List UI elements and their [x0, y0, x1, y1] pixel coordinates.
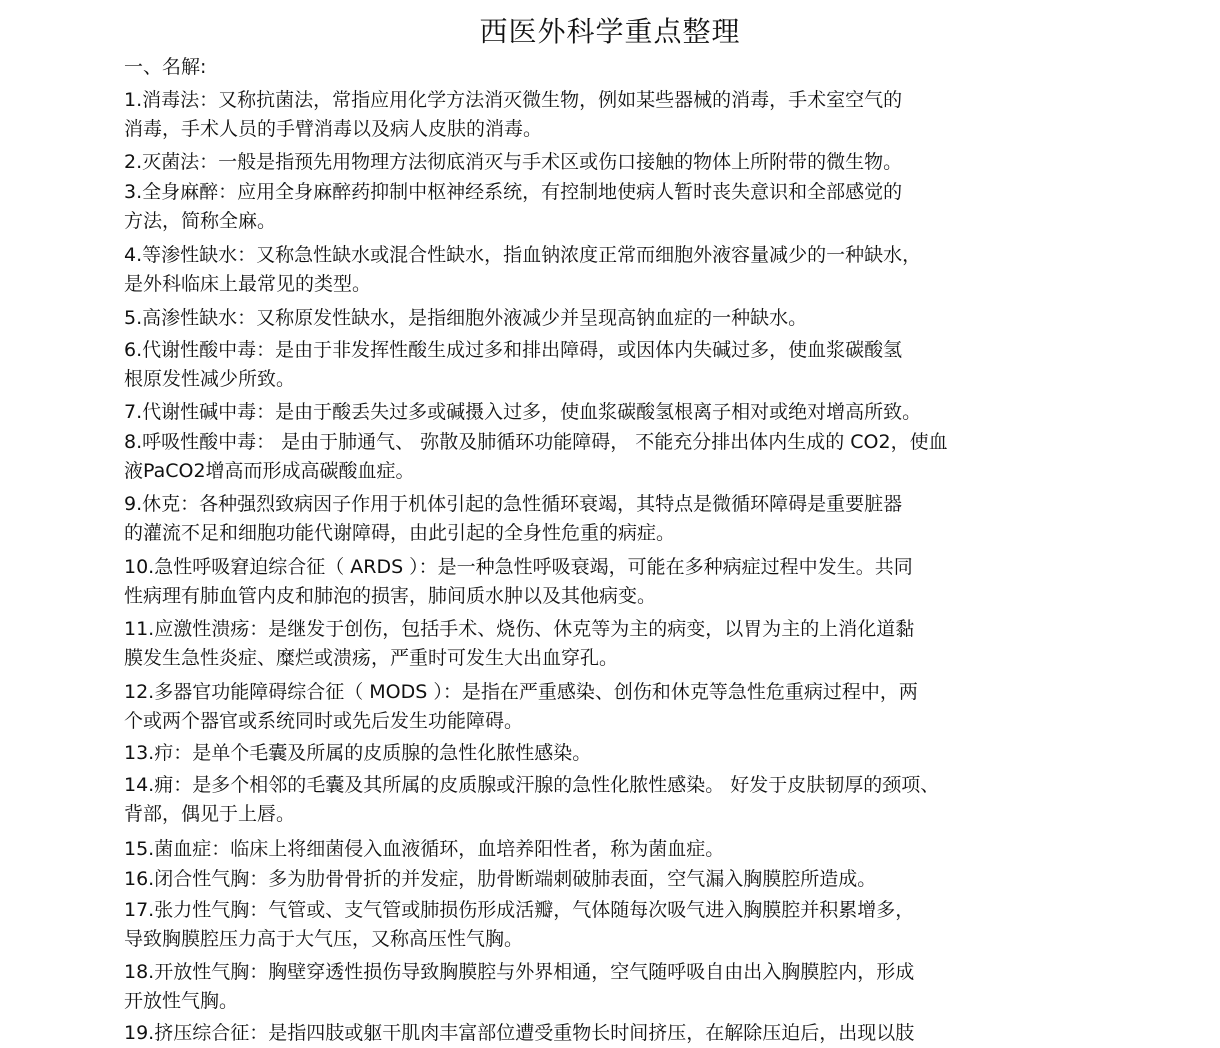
entry-line: 导致胸膜腔压力高于大气压，又称高压性气胸。 [124, 928, 524, 950]
definition-entry [124, 553, 913, 611]
entry-line: 方法，简称全麻。 [124, 210, 277, 232]
entry-line: 2.灭菌法：一般是指预先用物理方法彻底消灭与手术区或伤口接触的物体上所附带的微生物。 [124, 151, 903, 173]
entry-line: 12.多器官功能障碍综合征（ MODS ）：是指在严重感染、创伤和休克等急性危重病过程中，两 [124, 681, 918, 703]
entry-line: 性病理有肺血管内皮和肺泡的损害，肺间质水肿以及其他病变。 [124, 585, 657, 607]
entry-line: 3.全身麻醉：应用全身麻醉药抑制中枢神经系统，有控制地使病人暂时丧失意识和全部感觉的 [124, 181, 903, 203]
entry-line: 13.疖：是单个毛囊及所属的皮质腺的急性化脓性感染。 [124, 742, 592, 764]
entry-line: 4.等渗性缺水：又称急性缺水或混合性缺水，指血钠浓度正常而细胞外液容量减少的一种缺水， [124, 244, 922, 266]
entry-line: 背部，偶见于上唇。 [124, 803, 296, 825]
entry-line: 开放性气胸。 [124, 990, 239, 1012]
definition-entry [124, 86, 902, 144]
section-heading: 一、名解: [124, 56, 207, 78]
entry-line: 个或两个器官或系统同时或先后发生功能障碍。 [124, 710, 524, 732]
entry-line: 9.休克：各种强烈致病因子作用于机体引起的急性循环衰竭，其特点是微循环障碍是重要脏器 [124, 493, 903, 515]
definition-entry [124, 336, 902, 394]
entry-line: 液PaCO2增高而形成高碳酸血症。 [124, 460, 415, 482]
document-title: 西医外科学重点整理 [479, 15, 741, 48]
definition-entry [124, 615, 914, 673]
entry-line: 根原发性减少所致。 [124, 368, 296, 390]
entry-line: 17.张力性气胸：气管或、支气管或肺损伤形成活瓣，气体随每次吸气进入胸膜腔并积累增多， [124, 899, 915, 921]
entry-line: 1.消毒法：又称抗菌法，常指应用化学方法消灭微生物，例如某些器械的消毒，手术室空气的 [124, 89, 903, 111]
definition-entry [124, 739, 591, 768]
definition-entry [124, 678, 918, 736]
definition-entry [124, 304, 807, 333]
definition-entry [124, 241, 921, 299]
entry-line: 消毒，手术人员的手臂消毒以及病人皮肤的消毒。 [124, 118, 543, 140]
entry-line: 是外科临床上最常见的类型。 [124, 273, 372, 295]
definition-entry [124, 428, 948, 486]
entry-line: 14.痈：是多个相邻的毛囊及其所属的皮质腺或汗腺的急性化脓性感染。 好发于皮肤韧厚的颈项、 [124, 774, 940, 796]
entry-line: 8.呼吸性酸中毒： 是由于肺通气、 弥散及肺循环功能障碍， 不能充分排出体内生成的 CO2，使血 [124, 431, 948, 453]
definition-entry [124, 896, 914, 954]
definition-entry [124, 771, 939, 829]
entry-line: 15.菌血症：临床上将细菌侵入血液循环，血培养阳性者，称为菌血症。 [124, 838, 725, 860]
definition-entry [124, 835, 724, 864]
definition-entry [124, 398, 921, 427]
definition-entry [124, 148, 902, 177]
entry-line: 16.闭合性气胸：多为肋骨骨折的并发症，肋骨断端刺破肺表面，空气漏入胸膜腔所造成。 [124, 868, 877, 890]
entry-line: 18.开放性气胸：胸壁穿透性损伤导致胸膜腔与外界相通，空气随呼吸自由出入胸膜腔内，形成 [124, 961, 915, 983]
definition-entry [124, 490, 902, 548]
entry-line: 10.急性呼吸窘迫综合征（ ARDS ）：是一种急性呼吸衰竭，可能在多种病症过程中发生。共同 [124, 556, 913, 578]
definition-entry [124, 958, 914, 1016]
entry-line: 的灌流不足和细胞功能代谢障碍，由此引起的全身性危重的病症。 [124, 522, 676, 544]
entry-line: 19.挤压综合征：是指四肢或躯干肌肉丰富部位遭受重物长时间挤压，在解除压迫后，出现以肢 [124, 1022, 915, 1044]
entry-line: 11.应激性溃疡：是继发于创伤，包括手术、烧伤、休克等为主的病变，以胃为主的上消化道黏 [124, 618, 915, 640]
entry-line: 6.代谢性酸中毒：是由于非发挥性酸生成过多和排出障碍，或因体内失碱过多，使血浆碳酸氢 [124, 339, 903, 361]
entry-line: 5.高渗性缺水：又称原发性缺水，是指细胞外液减少并呈现高钠血症的一种缺水。 [124, 307, 808, 329]
definition-entry [124, 1019, 914, 1048]
definition-entry [124, 178, 902, 236]
entry-line: 7.代谢性碱中毒：是由于酸丢失过多或碱摄入过多，使血浆碳酸氢根离子相对或绝对增高所致。 [124, 401, 922, 423]
entry-line: 膜发生急性炎症、糜烂或溃疡，严重时可发生大出血穿孔。 [124, 647, 619, 669]
definition-entry [124, 865, 876, 894]
